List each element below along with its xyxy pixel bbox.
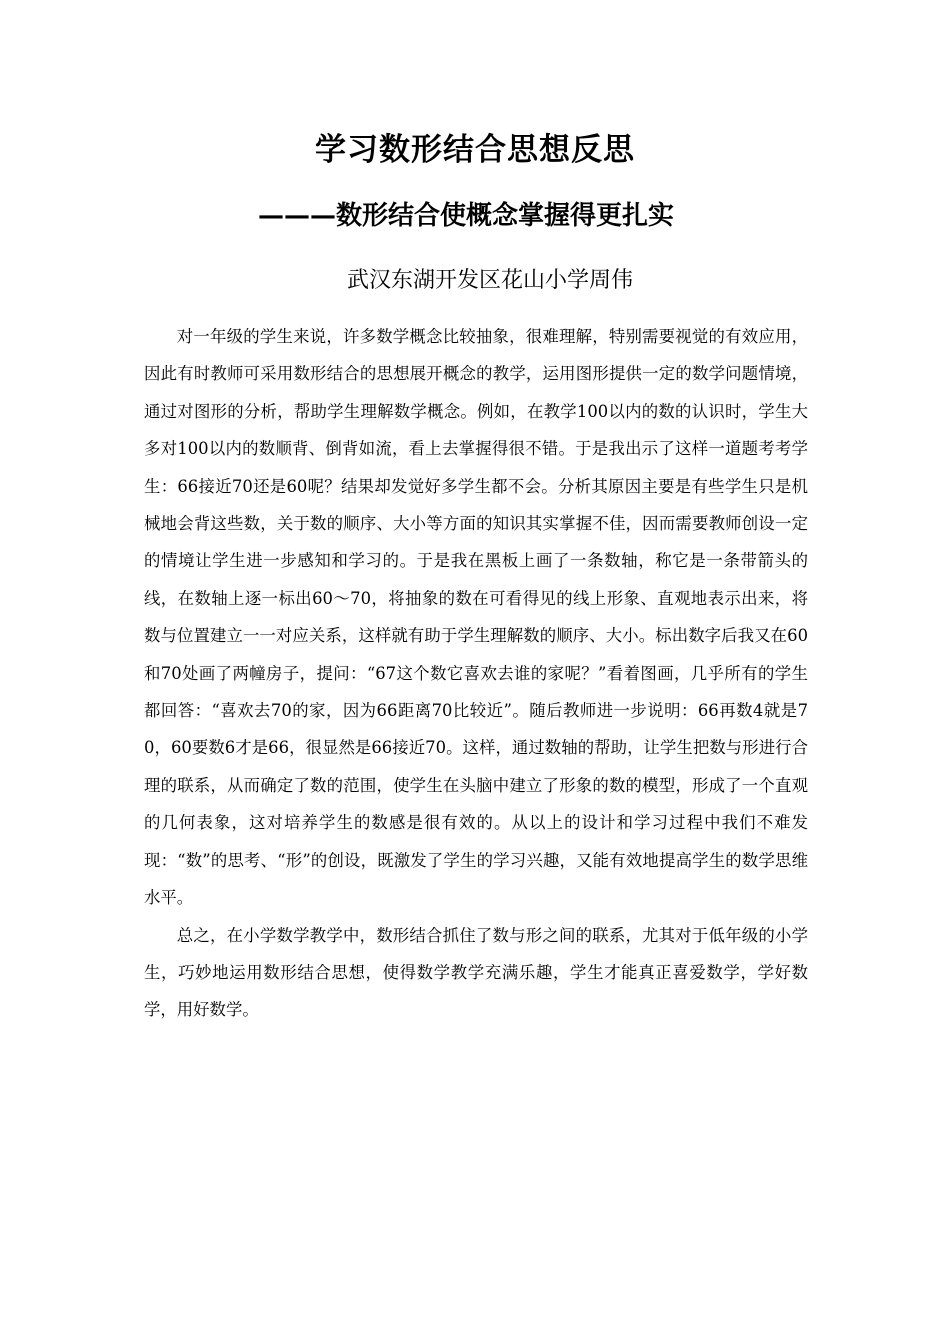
document-title: 学习数形结合思想反思 <box>315 132 635 168</box>
document-subtitle: ———数形结合使概念掌握得更扎实 <box>258 201 675 231</box>
body-paragraph: 对一年级的学生来说，许多数学概念比较抽象，很难理解，特别需要视觉的有效应用，因此有时教师可采用数形结合的思想展开概念的教学，运用图形提供一定的数学问题情境，通过对图形的分析，帮助学生理解数学概念。例如，在教学100以内的数的认识时，学生大多对100以内的数顺背、倒背如流，看上去掌握得很不错。于是我出示了这样一道题考考学生：66接近70还是60呢？结果却发觉好多学生都不会。分析其原因主要是有些学生只是机械地会背这些数，关于数的顺序、大小等方面的知识其实掌握不佳，因而需要教师创设一定的情境让学生进一步感知和学习的。于是我在黑板上画了一条数轴，称它是一条带箭头的线，在数轴上逐一标出60～70，将抽象的数在可看得见的线上形象、直观地表示出来，将数与位置建立一一对应关系，这样就有助于学生理解数的顺序、大小。标出数字后我又在60和70处画了两幢房子，提问：“67这个数它喜欢去谁的家呢？”看着图画，几乎所有的学生都回答：“喜欢去70的家，因为66距离70比较近”。随后教师进一步说明：66再数4就是70，60要数6才是66，很显然是66接近70。这样，通过数轴的帮助，让学生把数与形进行合理的联系，从而确定了数的范围，使学生在头脑中建立了形象的数的模型，形成了一个直观的几何表象，这对培养学生的数感是很有效的。从以上的设计和学习过程中我们不难发现：“数”的思考、“形”的创设，既激发了学生的学习兴趣，又能有效地提高学生的数学思维水平。 <box>144 327 808 908</box>
document-body <box>144 318 808 1029</box>
body-paragraph: 总之，在小学数学教学中，数形结合抓住了数与形之间的联系，尤其对于低年级的小学生，巧妙地运用数形结合思想，使得数学教学充满乐趣，学生才能真正喜爱数学，学好数学，用好数学。 <box>144 925 808 1020</box>
document-author: 武汉东湖开发区花山小学周伟 <box>346 268 633 293</box>
